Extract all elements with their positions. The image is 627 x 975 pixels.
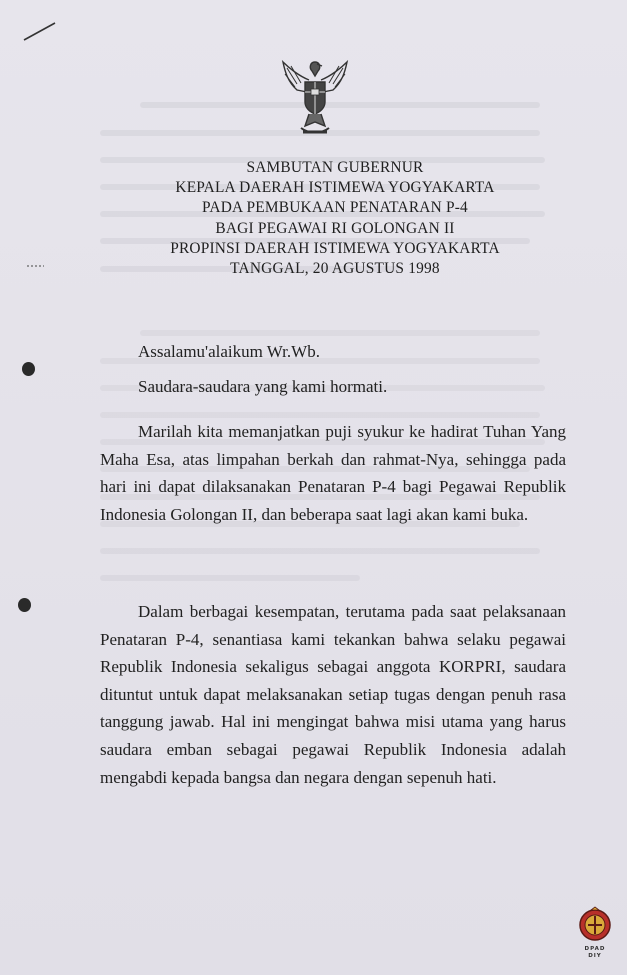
heading-line-6: TANGGAL, 20 AGUSTUS 1998 (230, 260, 440, 278)
archive-stamp (577, 906, 613, 966)
heading-line-3: PADA PEMBUKAAN PENATARAN P-4 (202, 199, 468, 217)
paragraph-2: Dalam berbagai kesempatan, terutama pada saat pelaksanaan Penataran P-4, senantiasa kami tekankan bahwa selaku pegawai Republik Indonesia sekaligus sebagai anggota KORPRI, saudara dituntut untuk dapat melaksanakan setiap tugas dengan penuh rasa tanggung jawab. Hal ini mengingat bahwa misi utama yang harus saudara emban sebagai pegawai Republik Indonesia adalah mengabdi kepada bangsa dan negara dengan sepenuh hati. (100, 602, 566, 787)
archive-stamp-icon (577, 906, 613, 946)
paragraph-1: Marilah kita memanjatkan puji syukur ke hadirat Tuhan Yang Maha Esa, atas limpahan berkah dan rahmat-Nya, sehingga pada hari ini dapat dilaksanakan Penataran P-4 bagi Pegawai Republik Indonesia Golongan II, dan beberapa saat lagi akan kami buka. (100, 422, 566, 524)
archive-stamp-label (577, 946, 613, 960)
heading-line-5: PROPINSI DAERAH ISTIMEWA YOGYAKARTA (170, 239, 500, 257)
dotted-mark (26, 262, 46, 270)
stamp-label-line-2: DIY (588, 953, 602, 959)
garuda-emblem-icon (279, 56, 351, 140)
address-line: Saudara-saudara yang kami hormati. (138, 377, 388, 396)
heading-line-1: SAMBUTAN GUBERNUR (246, 159, 424, 176)
binder-hole-top (22, 362, 35, 376)
heading-line-2: KEPALA DAERAH ISTIMEWA YOGYAKARTA (175, 179, 495, 197)
stamp-label-line-1: DPAD (584, 946, 606, 952)
binder-hole-bottom (18, 598, 31, 612)
heading-line-4: BAGI PEGAWAI RI GOLONGAN II (215, 219, 455, 237)
greeting: Assalamu'alaikum Wr.Wb. (138, 342, 320, 361)
pen-stroke-mark (22, 20, 58, 44)
speech-heading (100, 158, 570, 279)
